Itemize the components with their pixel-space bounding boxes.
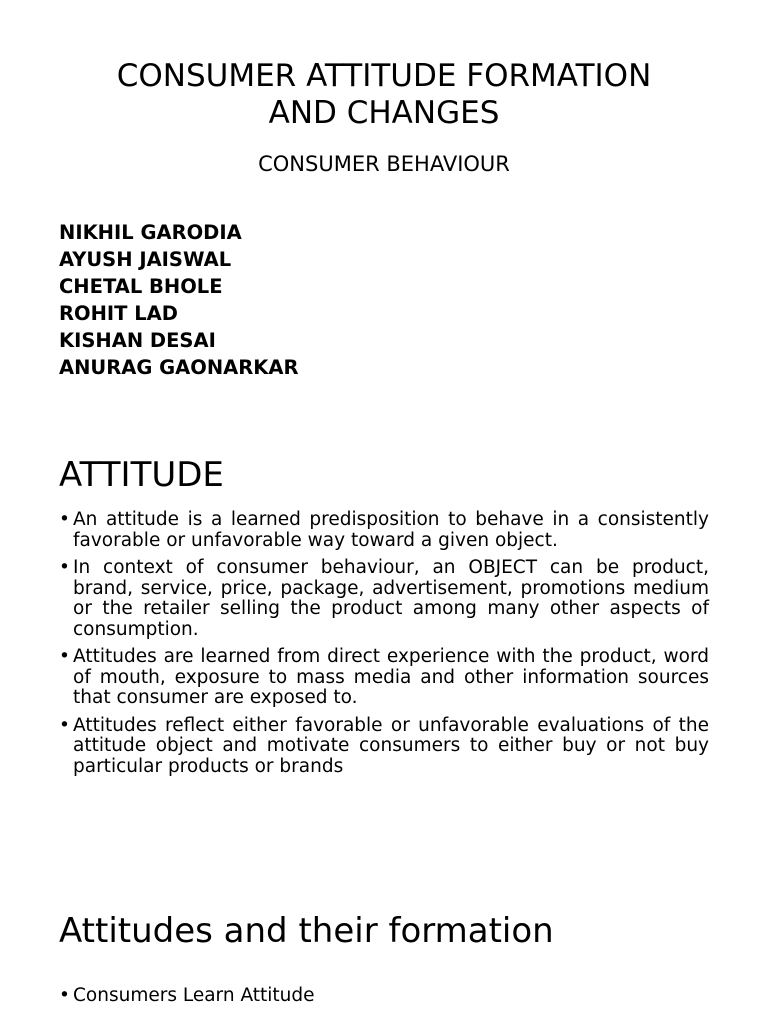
author-list: [59, 219, 298, 381]
bullet-item: • In context of consumer behaviour, an OBJECT can be product, brand, service, price, package, advertisement, promotions medium or the retailer selling the product among many other aspects of consumption.: [59, 558, 709, 640]
author-name: ROHIT LAD: [59, 302, 178, 325]
title-line-2: AND CHANGES: [268, 95, 500, 131]
bullet-item: • An attitude is a learned predisposition to behave in a consistently favorable or unfavorable way toward a given object.: [59, 510, 709, 551]
bullet-item: • Consumers Learn Attitude: [59, 986, 709, 1007]
title-line-1: CONSUMER ATTITUDE FORMATION: [116, 58, 652, 94]
formation-heading: Attitudes and their formation: [59, 911, 554, 951]
formation-slide: [0, 880, 768, 1024]
attitude-heading: ATTITUDE: [59, 455, 224, 495]
title-slide: [0, 0, 768, 420]
author-name: ANURAG GAONARKAR: [59, 356, 299, 379]
author-name: KISHAN DESAI: [59, 329, 216, 352]
bullet-item: • Attitudes are learned from direct experience with the product, word of mouth, exposure to mass media and other information sources that consumer are exposed to.: [59, 647, 709, 709]
formation-bullet-list: [59, 986, 709, 1014]
bullet-item: • Attitudes reflect either favorable or unfavorable evaluations of the attitude object and motivate consumers to either buy or not buy particular products or brands: [59, 716, 709, 778]
attitude-bullet-list: [59, 510, 709, 784]
author-name: NIKHIL GARODIA: [59, 221, 242, 244]
attitude-slide: [0, 440, 768, 840]
author-name: CHETAL BHOLE: [59, 275, 223, 298]
author-name: AYUSH JAISWAL: [59, 248, 232, 271]
presentation-title: [40, 58, 728, 132]
presentation-subtitle: CONSUMER BEHAVIOUR: [258, 152, 510, 176]
